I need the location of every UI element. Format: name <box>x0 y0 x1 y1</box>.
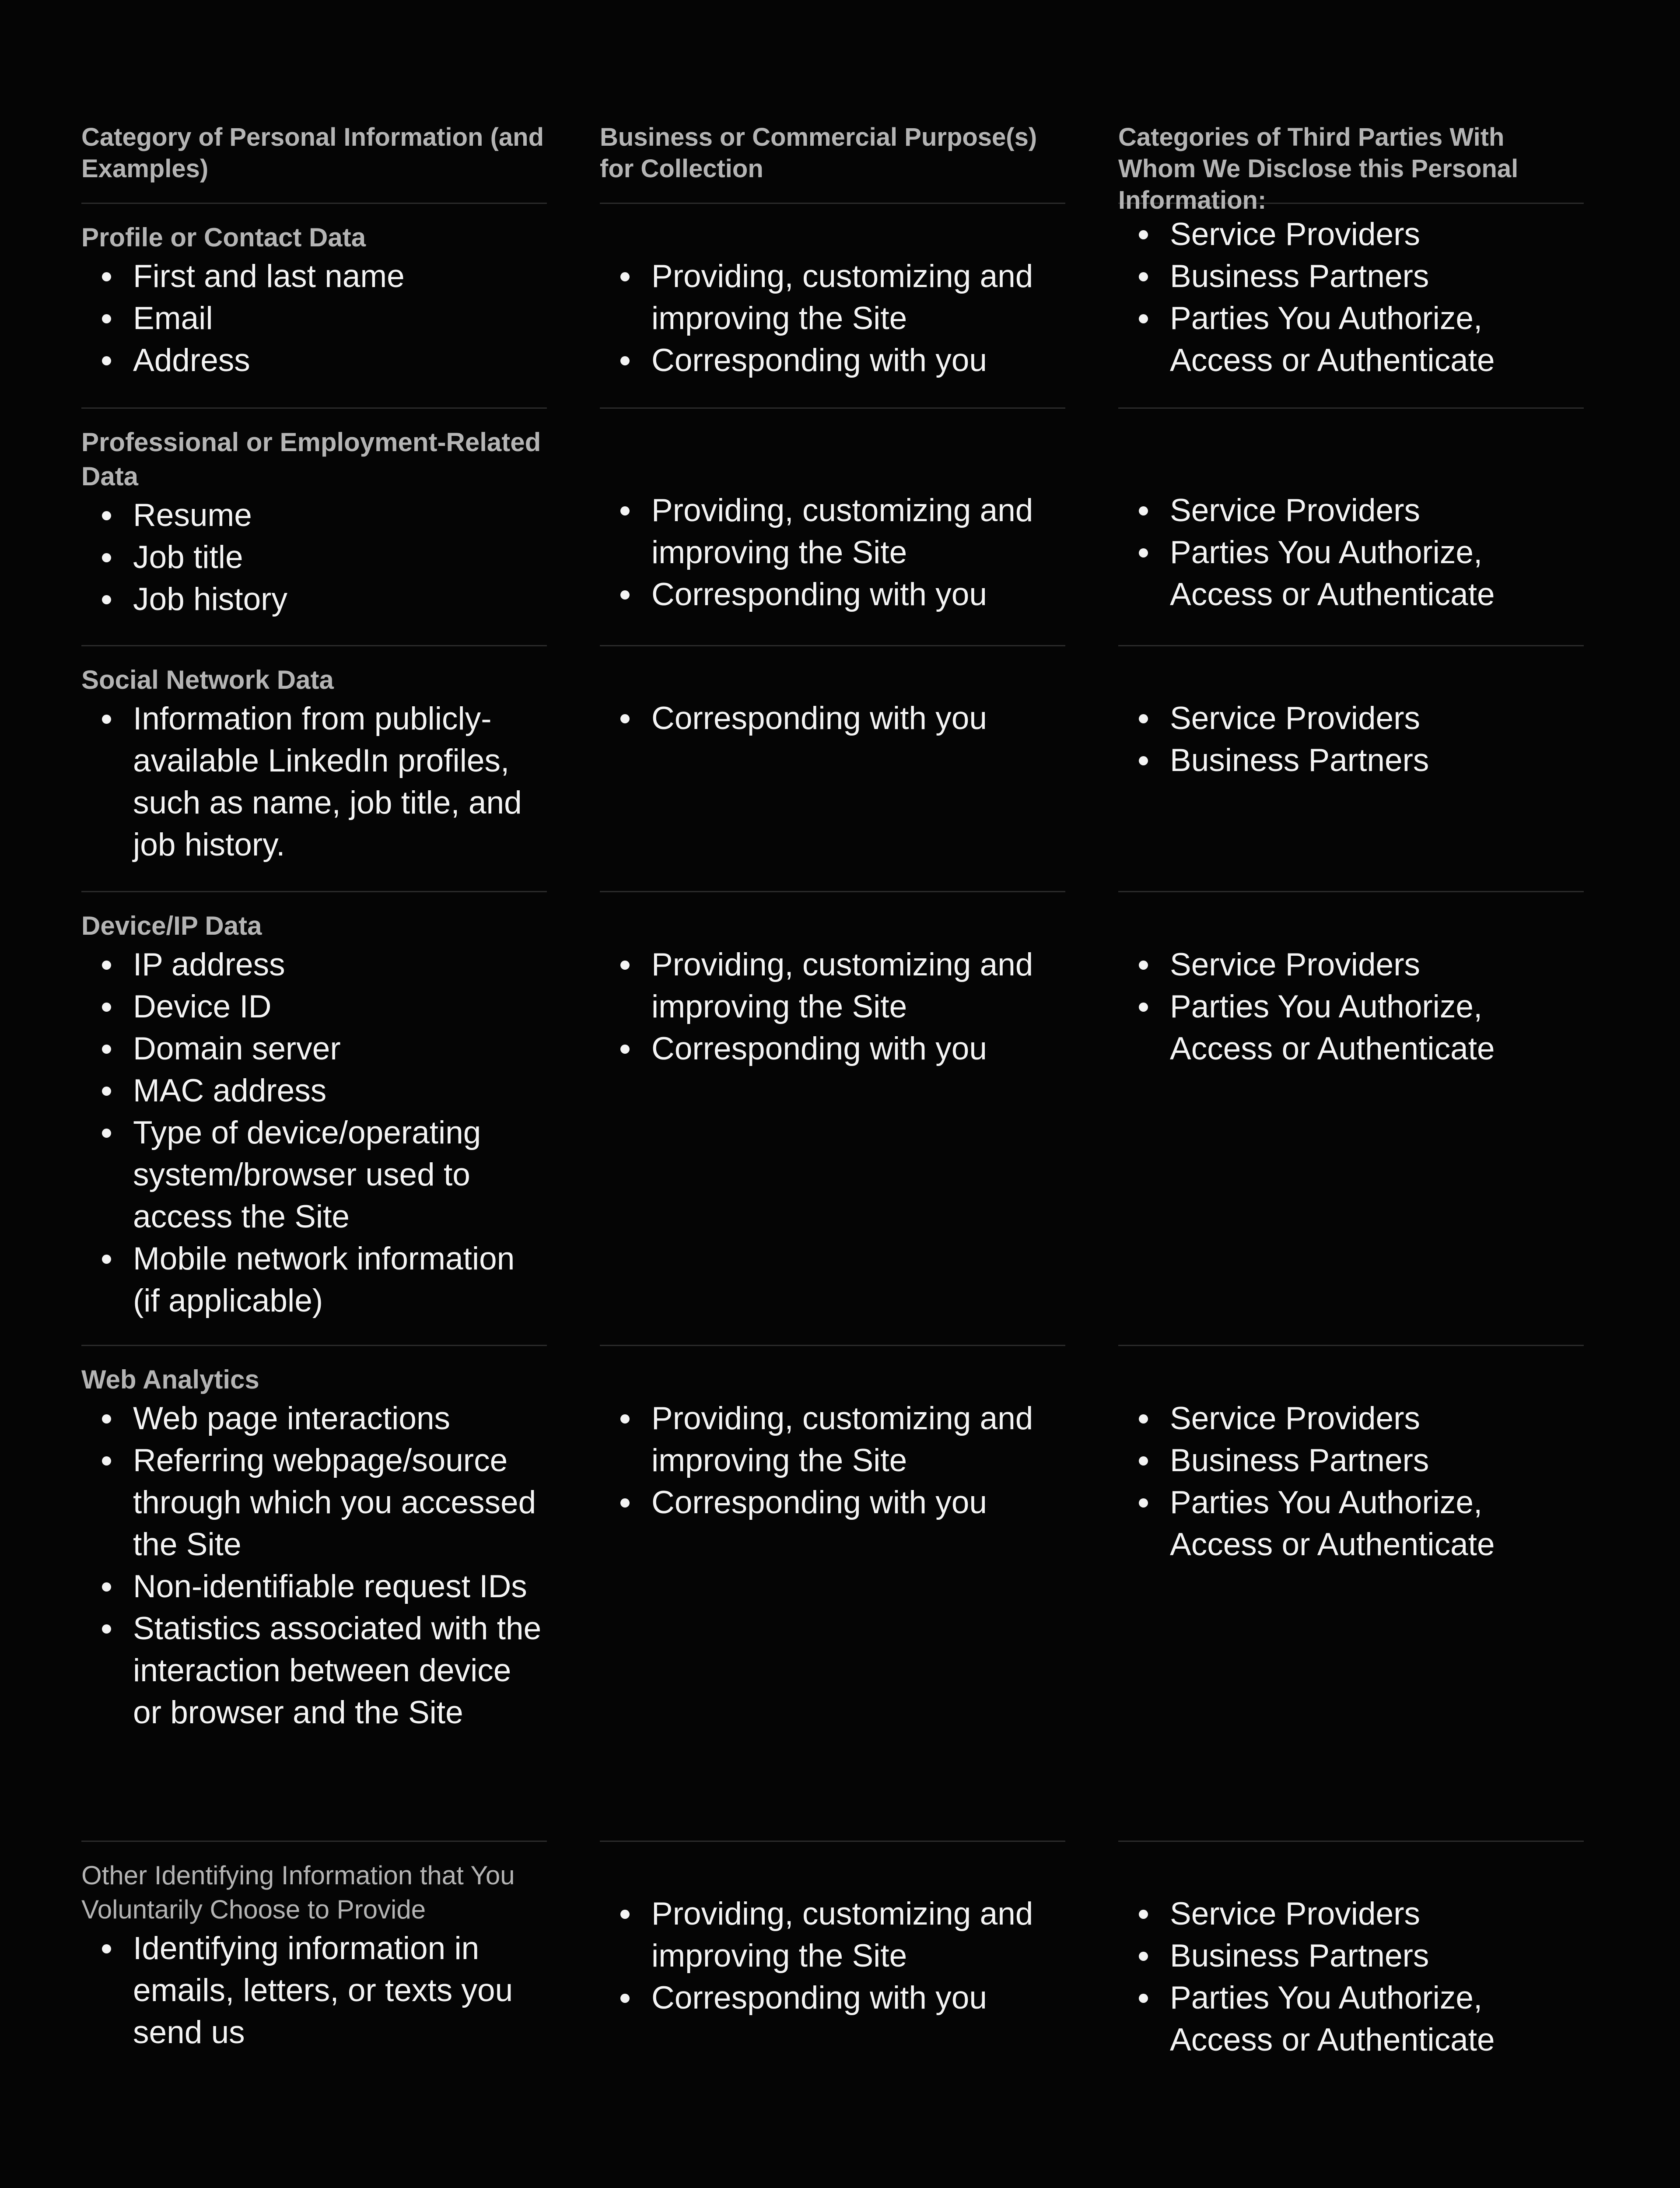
list-item: IP address <box>81 944 547 986</box>
list-item: Device ID <box>81 986 547 1028</box>
category-title: Profile or Contact Data <box>81 223 366 252</box>
list-item: First and last name <box>81 256 547 298</box>
list-item: Address <box>81 340 547 382</box>
list-item: Parties You Authorize, Access or Authenticate <box>1118 986 1584 1070</box>
purposes-list <box>600 698 1065 740</box>
table-row <box>81 204 1584 409</box>
list-item: Email <box>81 298 547 340</box>
purposes-list <box>600 1398 1065 1524</box>
third-parties-list <box>1118 1398 1584 1566</box>
list-item: Service Providers <box>1118 490 1584 532</box>
category-cell <box>81 1842 547 2078</box>
list-item: Providing, customizing and improving the Site <box>600 256 1065 340</box>
category-cell <box>81 204 547 409</box>
list-item: Providing, customizing and improving the Site <box>600 944 1065 1028</box>
list-item: Service Providers <box>1118 1398 1584 1440</box>
list-item: Job history <box>81 579 547 621</box>
third-parties-list <box>1118 214 1584 382</box>
list-item: Corresponding with you <box>600 698 1065 740</box>
list-item: Business Partners <box>1118 1440 1584 1482</box>
list-item: Information from publicly-available LinkedIn profiles, such as name, job title, and job history. <box>81 698 547 866</box>
category-cell <box>81 409 547 646</box>
list-item: Corresponding with you <box>600 1977 1065 2019</box>
list-item: Parties You Authorize, Access or Authenticate <box>1118 1482 1584 1566</box>
list-item: Parties You Authorize, Access or Authenticate <box>1118 1977 1584 2061</box>
list-item: MAC address <box>81 1070 547 1112</box>
third-parties-list <box>1118 698 1584 782</box>
category-title: Professional or Employment-Related Data <box>81 428 541 491</box>
third-parties-cell <box>1118 646 1584 892</box>
list-item: Referring webpage/source through which you accessed the Site <box>81 1440 547 1566</box>
list-item: Parties You Authorize, Access or Authenticate <box>1118 532 1584 616</box>
list-item: Identifying information in emails, letters, or texts you send us <box>81 1928 547 2054</box>
list-item: Business Partners <box>1118 256 1584 298</box>
purposes-list <box>600 256 1065 382</box>
category-cell <box>81 892 547 1346</box>
category-cell <box>81 1346 547 1842</box>
category-title: Social Network Data <box>81 665 334 694</box>
list-item: Providing, customizing and improving the Site <box>600 1398 1065 1482</box>
list-item: Corresponding with you <box>600 1028 1065 1070</box>
purpose-cell <box>600 1842 1065 2078</box>
category-title: Device/IP Data <box>81 911 262 940</box>
purpose-cell <box>600 646 1065 892</box>
table-row <box>81 892 1584 1346</box>
examples-list <box>81 1928 547 2054</box>
third-parties-cell <box>1118 204 1584 409</box>
table-row <box>81 1842 1584 2078</box>
category-cell <box>81 646 547 892</box>
list-item: Resume <box>81 494 547 536</box>
third-parties-cell <box>1118 409 1584 646</box>
list-item: Domain server <box>81 1028 547 1070</box>
list-item: Providing, customizing and improving the Site <box>600 490 1065 574</box>
purposes-list <box>600 944 1065 1070</box>
table-row <box>81 409 1584 646</box>
header-purpose: Business or Commercial Purpose(s) for Collection <box>600 118 1065 204</box>
list-item: Providing, customizing and improving the Site <box>600 1893 1065 1977</box>
header-category: Category of Personal Information (and Examples) <box>81 118 547 204</box>
purposes-list <box>600 1893 1065 2019</box>
list-item: Service Providers <box>1118 944 1584 986</box>
examples-list <box>81 944 547 1322</box>
list-item: Web page interactions <box>81 1398 547 1440</box>
list-item: Business Partners <box>1118 1935 1584 1977</box>
list-item: Corresponding with you <box>600 340 1065 382</box>
table-row <box>81 1346 1584 1842</box>
examples-list <box>81 494 547 621</box>
header-third-parties: Categories of Third Parties With Whom We Disclose this Personal Information: <box>1118 118 1584 204</box>
third-parties-cell <box>1118 1346 1584 1842</box>
purpose-cell <box>600 409 1065 646</box>
list-item: Service Providers <box>1118 698 1584 740</box>
purposes-list <box>600 490 1065 616</box>
list-item: Service Providers <box>1118 1893 1584 1935</box>
purpose-cell <box>600 1346 1065 1842</box>
list-item: Non-identifiable request IDs <box>81 1566 547 1608</box>
privacy-table <box>81 118 1584 2078</box>
examples-list <box>81 698 547 866</box>
purpose-cell <box>600 892 1065 1346</box>
category-title: Web Analytics <box>81 1365 259 1394</box>
list-item: Mobile network information (if applicable) <box>81 1238 547 1322</box>
list-item: Business Partners <box>1118 740 1584 782</box>
table-header-row <box>81 118 1584 214</box>
third-parties-cell <box>1118 892 1584 1346</box>
list-item: Corresponding with you <box>600 574 1065 616</box>
third-parties-list <box>1118 1893 1584 2061</box>
list-item: Parties You Authorize, Access or Authenticate <box>1118 298 1584 382</box>
table-row <box>81 646 1584 892</box>
list-item: Corresponding with you <box>600 1482 1065 1524</box>
category-title: Other Identifying Information that You Voluntarily Choose to Provide <box>81 1861 515 1924</box>
list-item: Service Providers <box>1118 214 1584 256</box>
third-parties-list <box>1118 490 1584 616</box>
examples-list <box>81 256 547 382</box>
list-item: Job title <box>81 536 547 579</box>
third-parties-list <box>1118 944 1584 1070</box>
third-parties-cell <box>1118 1842 1584 2078</box>
purpose-cell <box>600 204 1065 409</box>
examples-list <box>81 1398 547 1734</box>
list-item: Statistics associated with the interaction between device or browser and the Site <box>81 1608 547 1734</box>
list-item: Type of device/operating system/browser used to access the Site <box>81 1112 547 1238</box>
